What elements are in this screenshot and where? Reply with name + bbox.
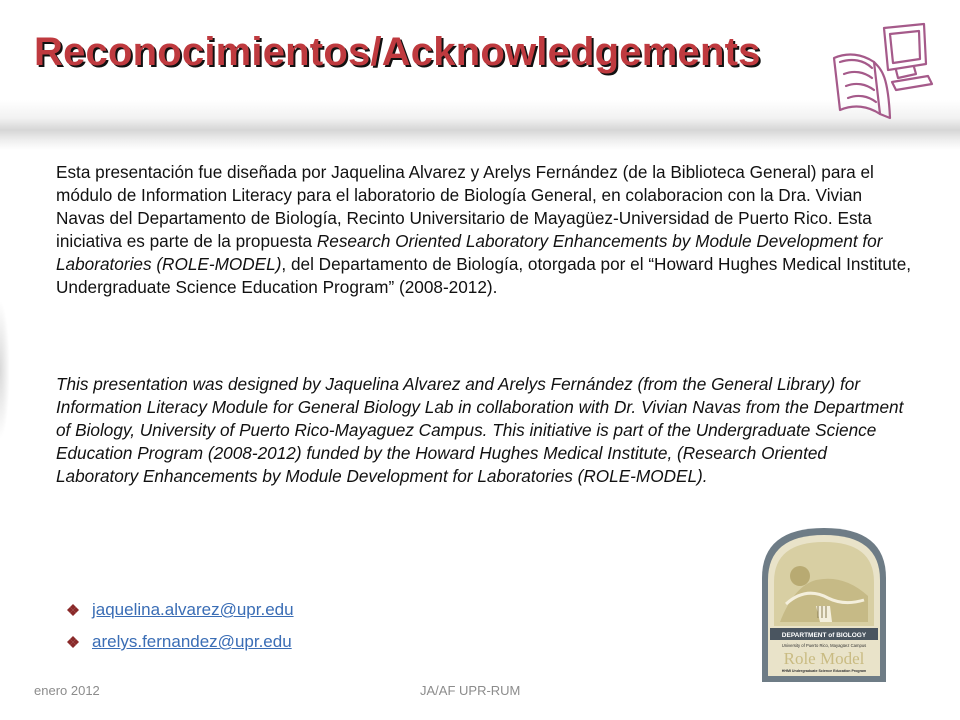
logo-program-text: HHMI Undergraduate Science Education Program <box>781 669 867 673</box>
email-link-arelys[interactable]: arelys.fernandez@upr.edu <box>92 632 292 651</box>
paragraph-spanish-part1: Esta presentación fue diseñada por Jaquelina Alvarez y Arelys Fernández (de la Biblioteca General) para el módulo de Information Literacy para el laboratorio de Biología General, en colaboracion con la Dra. Vivian Navas del Departamento de Biología, Recinto Universitario de Mayagüez-Universidad de Puerto Rico. Esta iniciativa es parte de la propuesta <box>56 162 874 251</box>
logo-brand-text: Role Model <box>783 649 865 668</box>
logo-university-text: University of Puerto Rico, Mayagüez Campus <box>781 643 867 648</box>
header-band <box>0 0 960 150</box>
paragraph-spanish-italic: Research Oriented Laboratory Enhancements by Module Development for Laboratories (ROLE-MODEL) <box>56 231 883 274</box>
side-shadow <box>0 300 10 440</box>
email-link-jaquelina[interactable]: jaquelina.alvarez@upr.edu <box>92 600 294 619</box>
diamond-bullet-icon <box>66 635 90 649</box>
paragraph-spanish-part2: , del Departamento de Biología, otorgada por el “Howard Hughes Medical Institute, Undergraduate Science Education Program” (2008-2012). <box>56 254 912 297</box>
footer-author: JA/AF UPR-RUM <box>420 683 521 698</box>
paragraph-spanish <box>56 161 912 299</box>
paragraph-english: This presentation was designed by Jaquelina Alvarez and Arelys Fernández (from the General Library) for Information Literacy Module for General Biology Lab in collaboration with Dr. Vivian Navas from the Department of Biology, University of Puerto Rico-Mayaguez Campus. This initiative is part of the Undergraduate Science Education Program (2008-2012) funded by the Howard Hughes Medical Institute, (Research Oriented Laboratory Enhancements by Module Development for Laboratories (ROLE-MODEL). <box>56 374 904 486</box>
role-model-logo <box>760 526 888 684</box>
diamond-bullet-icon <box>66 603 90 617</box>
slide-title: Reconocimientos/Acknowledgements <box>34 30 761 74</box>
list-item <box>66 626 294 658</box>
email-list <box>66 594 294 658</box>
book-computer-icon <box>826 18 936 128</box>
logo-department-text: DEPARTMENT of BIOLOGY <box>781 632 867 639</box>
list-item <box>66 594 294 626</box>
footer-date: enero 2012 <box>34 683 100 698</box>
